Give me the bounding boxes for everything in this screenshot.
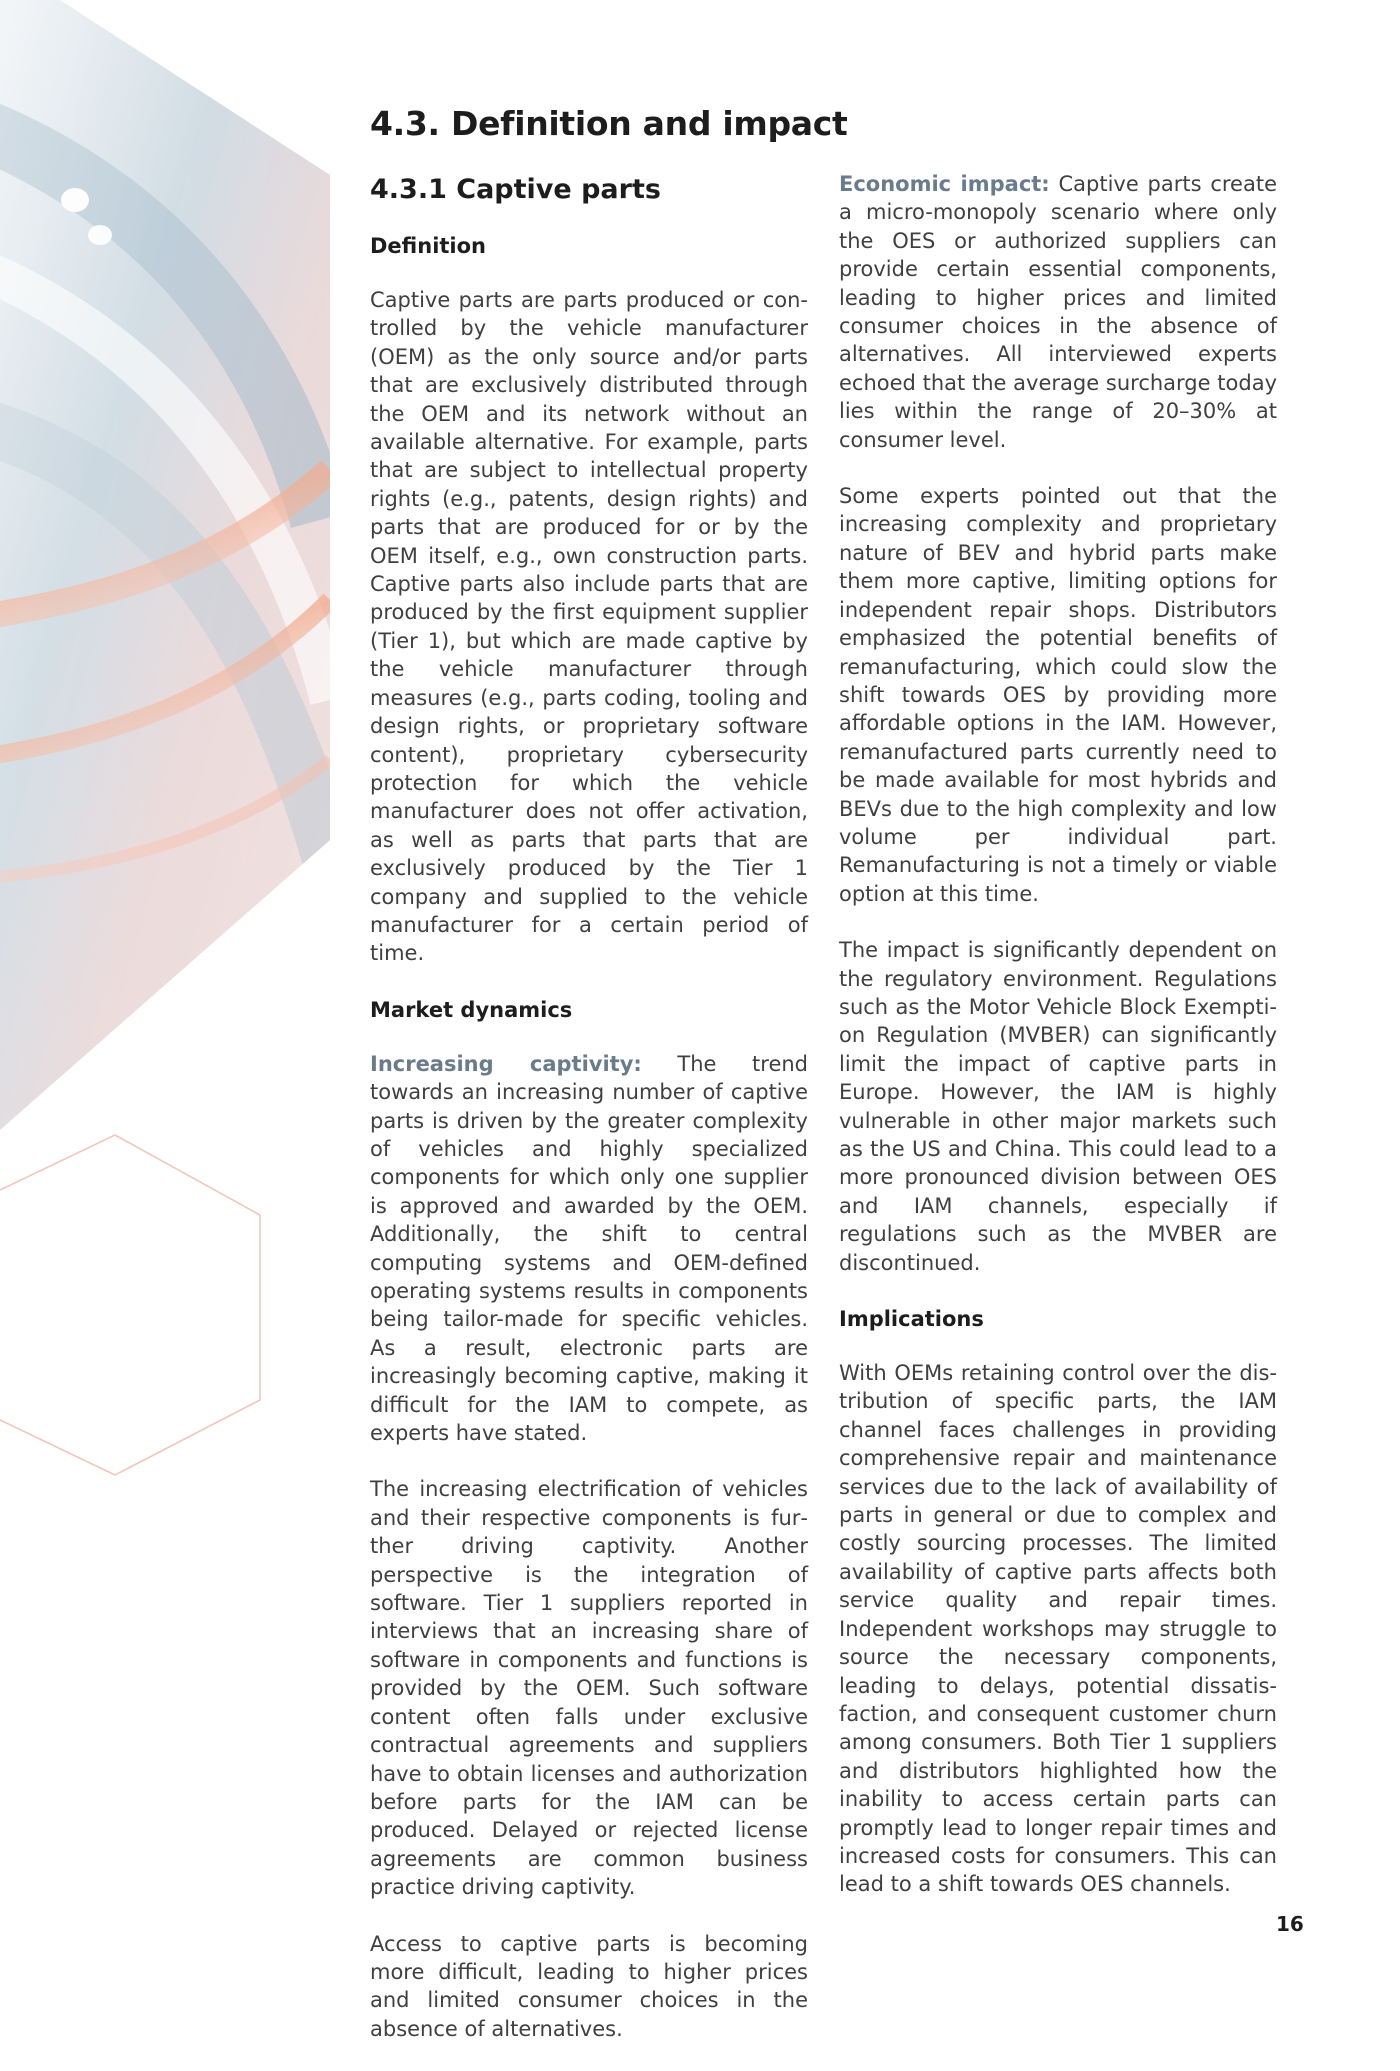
left-column <box>370 170 808 2071</box>
decorative-background-image <box>0 0 340 1500</box>
captivity-lead: Increasing captivity: <box>370 1051 642 1076</box>
implications-paragraph: With OEMs retaining control over the distribution of specific parts, the IAM channel faces challenges in providing comprehensive repair and maintenance services due to the lack of availability of parts in general or due to complex and costly sourcing processes. The limited availability of captive parts affects both service quality and repair times. Independent workshops may struggle to source the necessary components, leading to delays, potential dissatisfaction, and consequent customer churn among consumers. Both Tier 1 suppliers and distributors highlighted how the inability to access certain parts can promptly lead to longer repair times and increased costs for consumers. This can lead to a shift towards OES channels. <box>839 1361 1277 1897</box>
impact-paragraph: The impact is significantly dependent on the regulatory environment. Regulations such as the Motor Vehicle Block Exemption Regulation (MVBER) can significantly limit the impact of captive parts in Europe. However, the IAM is highly vulnerable in other major markets such as the US and China. This could lead to a more pronounced division between OES and IAM channels, especially if regulations such as the MVBER are discontinued. <box>839 938 1277 1275</box>
economic-text: Captive parts create a micro-monopoly scenario where only the OES or authorized suppliers can provide certain essential components, leading to higher prices and limited consumer choices in the absence of alternatives. All interviewed experts echoed that the average surcharge today lies within the range of 20–30% at consumer level. <box>839 172 1277 452</box>
implications-heading: Implications <box>839 1307 984 1332</box>
market-dynamics-heading: Market dynamics <box>370 997 573 1022</box>
captivity-text: The trend towards an increasing number of captive parts is driven by the greater complexity of vehicles and highly specialized components for which only one supplier is approved and awarded by the OEM. Additionally, the shift to central computing systems and OEM-defined operating systems results in components being tailor-made for specific vehicles. As a result, electronic parts are increasingly becoming captive, making it difficult for the IAM to compete, as experts have stated. <box>370 1051 809 1446</box>
right-column <box>839 170 1277 1927</box>
page-number: 16 <box>1276 1912 1304 1936</box>
economic-impact-paragraph <box>839 170 1277 454</box>
electrification-paragraph: The increasing electrification of vehicles and their respective components is further driving captivity. Another perspective is the integration of software. Tier 1 suppliers reported in interviews that an increasing share of software in components and functions is provided by the OEM. Such software content often falls under exclusive contractual agreements and suppliers have to obtain licenses and authorization before parts for the IAM can be produced. Delayed or rejected license agreements are common business practice driving captivity. <box>370 1477 808 1900</box>
definition-paragraph: Captive parts are parts produced or controlled by the vehicle manufacturer (OEM) as the only source and/or parts that are exclusively distributed through the OEM and its network without an available alternative. For example, parts that are subject to intellectual property rights (e.g., patents, design rights) and parts that are produced for or by the OEM itself, e.g., own construction parts. Captive parts also include parts that are produced by the first equipment supplier (Tier 1), but which are made captive by the vehicle manufacturer through measures (e.g., parts coding, tooling and design rights, or proprietary software content), proprietary cybersecurity protection for which the vehicle manufacturer does not offer activation, as well as parts that parts that are exclusively produced by the Tier 1 company and supplied to the vehicle manufacturer for a certain period of time. <box>370 288 808 966</box>
definition-heading: Definition <box>370 234 487 258</box>
economic-lead: Economic impact: <box>839 172 1050 196</box>
access-paragraph: Access to captive parts is becoming more difficult, leading to higher prices and limited consumer choices in the absence of alternatives. <box>370 1931 808 2041</box>
page-title: 4.3. Definition and impact <box>370 104 848 143</box>
section-heading: 4.3.1 Captive parts <box>370 174 661 205</box>
captivity-paragraph <box>370 1050 808 1448</box>
experts-paragraph: Some experts pointed out that the increasing complexity and proprietary nature of BEV and hybrid parts make them more captive, limiting options for independent repair shops. Distributors emphasized the potential benefits of remanufacturing, which could slow the shift towards OES by providing more affordable options in the IAM. However, remanufactured parts currently need to be made available for most hybrids and BEVs due to the high complexity and low volume per individual part. Remanufacturing is not a timely or viable option at this time. <box>839 484 1277 906</box>
